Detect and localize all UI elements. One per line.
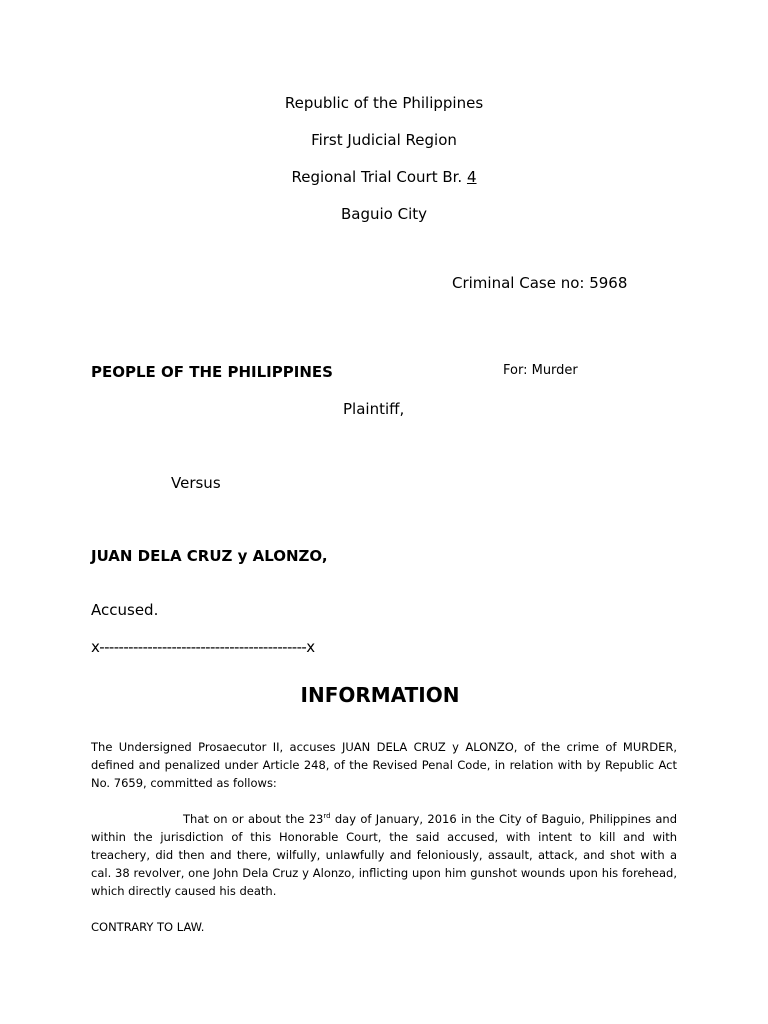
facts-text-rest: day of January, 2016 in the City of Baguio, Philippines and within the jurisdiction of this Honorable Court, the said accused, with intent to kill and with treachery, did then and there, wilfully, unlawfully and feloniously, assault, attack, and shot with a cal. 38 revolver, one John Dela Cruz y Alonzo, inflicting upon him gunshot wounds upon his forehead, which directly caused his death.: [91, 812, 678, 898]
caption-separator: x-------------------------------------------x: [91, 638, 315, 656]
offense-label: For: Murder: [503, 363, 578, 378]
accused-name: JUAN DELA CRUZ y ALONZO,: [91, 547, 328, 565]
facts-ordinal-suffix: rd: [323, 812, 331, 821]
plaintiff-role: Plaintiff,: [343, 400, 405, 418]
criminal-case-number: Criminal Case no: 5968: [452, 274, 628, 292]
intro-paragraph: The Undersigned Prosaecutor II, accuses JUAN DELA CRUZ y ALONZO, of the crime of MURDER, defined and penalized under Article 248, of the Revised Penal Code, in relation with by Republic Act No. 7659, committed as follows:: [91, 740, 677, 790]
accused-role: Accused.: [91, 601, 159, 619]
facts-paragraph: [91, 810, 677, 900]
header-judicial-region: First Judicial Region: [311, 131, 457, 149]
closing-statement: CONTRARY TO LAW.: [91, 920, 205, 934]
header-trial-court-label: Regional Trial Court Br.: [291, 168, 467, 186]
document-title: INFORMATION: [300, 683, 460, 707]
header-branch-number: 4: [466, 168, 477, 186]
versus-label: Versus: [171, 474, 221, 492]
facts-text-start: That on or about the 23: [183, 812, 324, 826]
header-republic: Republic of the Philippines: [284, 94, 484, 112]
plaintiff-name: PEOPLE OF THE PHILIPPINES: [91, 363, 333, 381]
header-trial-court: [0, 168, 768, 186]
header-city: Baguio City: [340, 205, 428, 223]
